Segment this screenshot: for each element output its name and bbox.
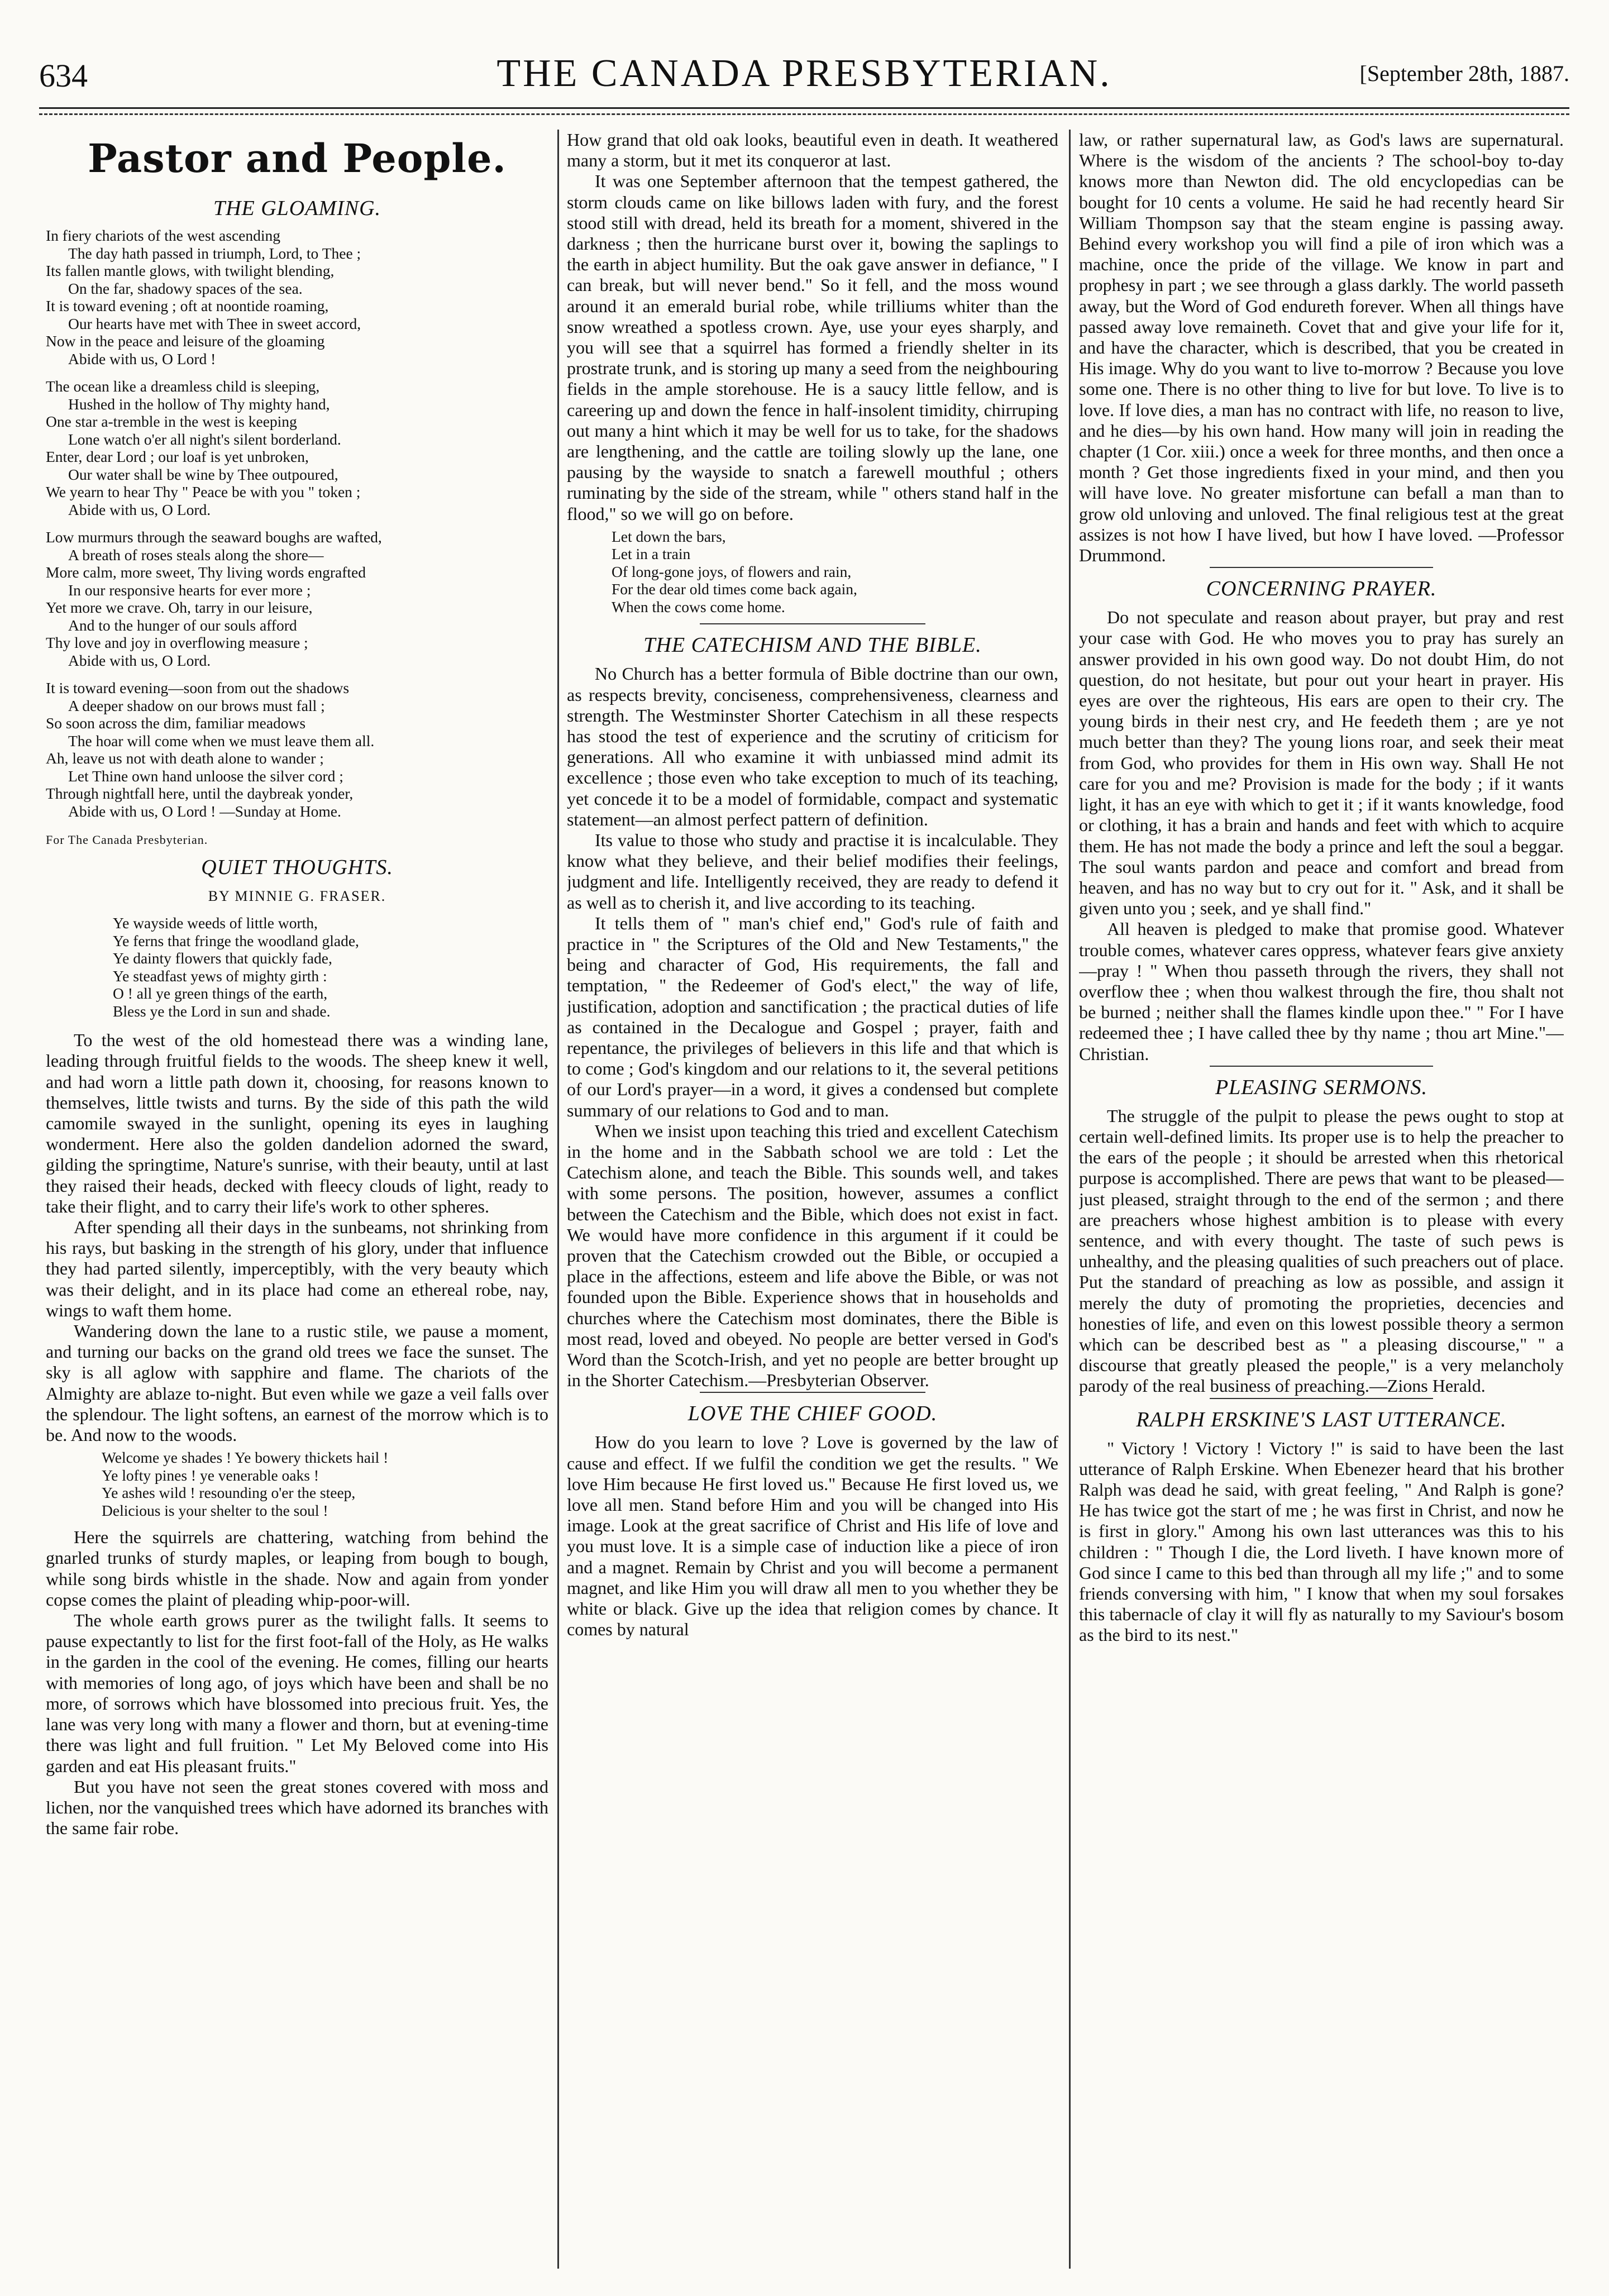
poem-line: Yet more we crave. Oh, tarry in our leisure, (46, 599, 313, 616)
paragraph: It was one September afternoon that the tempest gathered, the storm clouds came on like billows laden with fury, and the forest stood still with dread, held its breath for a moment, shivered in the darkness ; then the hurricane burst over it, bowing the saplings to the earth in abject humility. But the oak gave answer in defiance, " I can break, but will never bend." So it fell, and the moss wound around it an emerald burial robe, while trilliums whiter than the snow wreathed a spotless crown. Aye, use your eyes sharply, and you will see that a squirrel has formed a friendly shelter in its prostrate trunk, and is storing up many a seed from the neighbouring fields in the ample storehouse. He is a saucy little fellow, and is careering up and down the fence in half-insolent timidity, chirruping out many a hint which it may be well for us to take, for the shadows are lengthening, and the cattle are toiling slowly up the lane, one pausing by the wayside to snatch a farewell mouthful ; others ruminating by the side of the stream, while " others stand half in the flood," so we will go on before. (567, 171, 1058, 524)
poem-line: Low murmurs through the seaward boughs are wafted, (46, 528, 382, 546)
poem-stanza (46, 227, 548, 367)
issue-date: [September 28th, 1887. (1359, 61, 1569, 86)
poem-line: In fiery chariots of the west ascending (46, 227, 280, 244)
paragraph: But you have not seen the great stones covered with moss and lichen, nor the vanquished trees which have adorned its branches with the same fair robe. (46, 1776, 548, 1839)
sermons-title: PLEASING SERMONS. (1215, 1075, 1428, 1099)
poem-line: Abide with us, O Lord ! —Sunday at Home. (68, 802, 341, 820)
poem-line: Ye wayside weeds of little worth, (113, 914, 318, 932)
poem-line: It is toward evening—soon from out the shadows (46, 679, 350, 696)
poem-line: One star a-tremble in the west is keeping (46, 413, 297, 430)
poem-stanza (46, 378, 548, 518)
quiet-thoughts-title: QUIET THOUGHTS. (201, 856, 393, 879)
poem-stanza (46, 528, 548, 669)
paragraph: All heaven is pledged to make that promise good. Whatever trouble comes, whatever cares oppress, whatever fears give anxiety—pray ! " When thou passeth through the rivers, they shall not overflow thee ; when thou walkest through the fire, thou shalt not be burned ; neither shall the flames kindle upon thee." " For I have redeemed thee ; I have called thee by thy name ; thou art Mine."—Christian. (1079, 919, 1564, 1064)
poem-line: The day hath passed in triumph, Lord, to Thee ; (68, 244, 361, 262)
poem-line: Lone watch o'er all night's silent borderland. (68, 430, 341, 448)
paragraph: No Church has a better formula of Bible doctrine than our own, as respects brevity, conciseness, comprehensiveness, clearness and strength. The Westminster Shorter Catechism in all these respects has stood the test of experience and the scrutiny of criticism for generations. All who examine it with unbiassed mind admit its excellence ; those even who take exception to much of its teaching, yet concede it to be a model of formidable, compact and systematic statement—an almost perfect pattern of definition. (567, 663, 1058, 829)
section-rule (1210, 567, 1433, 568)
paragraph: Do not speculate and reason about prayer, but pray and rest your case with God. He who moves you to pray has surely an answer provided in his own good way. Do not doubt Him, do not question, do not hesitate, but pour out your heart in prayer. His eyes are over the righteous, His ears are open to their cry. The young birds in their nest cry, and He feedeth them ; are ye not much better than they? The young lions roar, and seek their meat from God, who provides for them in His own way. Shall He not care for you and me? Provision is made for the body ; if it wants light, it has an eye with which to get it ; if it wants knowledge, food or clothing, it has a brain and hands and feet with which to acquire them. He has not made the body a prince and left the soul a beggar. The soul wants pardon and peace and comfort and bread from heaven, and has no way but to cry out for it. " Ask, and it shall be given unto you ; seek, and ye shall find." (1079, 607, 1564, 919)
paragraph: " Victory ! Victory ! Victory !" is said to have been the last utterance of Ralph Erskine. When Ebenezer heard that his brother Ralph was dead he said, with great feeling, " And Ralph is gone? He has twice got the start of me ; he was first in Christ, and now he is first in glory." Among his own last utterances was this to his children : " Though I die, the Lord liveth. I have known more of God since I came to this bed than through all my life ;" and to some friends conversing with him, " I know that when my soul forsakes this tabernacle of clay it will fly as naturally to my Saviour's bosom as the bird to its nest." (1079, 1438, 1564, 1645)
column-divider (1069, 130, 1071, 2269)
poem-line: O ! all ye green things of the earth, (113, 985, 328, 1003)
paragraph: Here the squirrels are chattering, watching from behind the gnarled trunks of sturdy maples, or leaping from bough to bough, while song birds whistle in the shade. Now and again from yonder copse comes the plaint of pleading whip-poor-will. (46, 1527, 548, 1610)
poem-line: Our water shall be wine by Thee outpoured, (68, 465, 338, 483)
quiet-poem (113, 914, 548, 1020)
poem-line: Enter, dear Lord ; our loaf is yet unbroken, (46, 448, 309, 465)
paragraph: Its value to those who study and practise it is incalculable. They know what they believe, and their belief modifies their feelings, judgment and life. Intelligently received, they are ready to defend it as well as to cherish it, and live according to its teaching. (567, 829, 1058, 913)
poem-line: Ye ferns that fringe the woodland glade, (113, 932, 359, 949)
column-divider (557, 130, 559, 2269)
catechism-title: THE CATECHISM AND THE BIBLE. (643, 633, 982, 657)
verse-line: For the dear old times come back again, (612, 580, 857, 598)
poem-line: Thy love and joy in overflowing measure ; (46, 634, 308, 651)
page-number: 634 (39, 58, 88, 94)
poem-line: Ye steadfast yews of mighty girth : (113, 967, 327, 985)
poem-line: Ye dainty flowers that quickly fade, (113, 949, 332, 967)
verse-line: Welcome ye shades ! Ye bowery thickets hail ! (102, 1449, 389, 1467)
section-rule (700, 1392, 926, 1393)
poem-line: Abide with us, O Lord. (68, 651, 211, 669)
paragraph: It tells them of " man's chief end," God's rule of faith and practice in " the Scriptures of the Old and New Testaments," the being and character of God, His requirements, the fall and temptation, " the Redeemer of God's elect," the way of life, justification, adoption and sanctification ; the practical duties of life as contained in the Decalogue and Gospel ; prayer, faith and repentance, the privileges of believers in this life and that which is to come ; God's kingdom and our relations to it, the several petitions of our Lord's prayer—in a word, it gives a condensed but complete summary of our relations to God and to man. (567, 913, 1058, 1120)
poem-line: A deeper shadow on our brows must fall ; (68, 696, 325, 714)
poem-line: Abide with us, O Lord ! (68, 350, 216, 367)
gloaming-poem (46, 227, 548, 820)
quoted-verse (612, 528, 1058, 616)
paragraph: The struggle of the pulpit to please the pews ought to stop at certain well-defined limits. Its proper use is to help the preacher to the ears of the people ; it should be arrested when this rhetorical purpose is accomplished. There are pews that want to be pleased—just pleased, straight through to the end of the sermon ; and there are preachers whose highest ambition is to please with every sentence, and with every thought. The taste of such pews is unhealthy, and the pleasing qualities of such preachers out of place. Put the standard of preaching as low as possible, and assign it merely the duty of promoting the proprieties, decencies and honesties of life, and even on this lowest possible theory a sermon which can be described best as " a pleasing discourse," " a discourse that greatly pleased the people," is a very melancholy parody of the real business of preaching.—Zions Herald. (1079, 1105, 1564, 1396)
section-title: Pastor and People. (88, 135, 507, 182)
paragraph: When we insist upon teaching this tried and excellent Catechism in the home and in the Sabbath school we are told : Let the Catechism alone, and teach the Bible. This sounds well, and takes with some persons. The position, however, assumes a conflict between the Catechism and the Bible, which does not exist in fact. We would have more confidence in this argument if it could be proven that the Catechism crowded out the Bible, or occupied a place in the affections, esteem and life above the Bible, or was not founded upon the Bible. Experience shows that in households and churches where the Catechism most dominates, there the Bible is most read, loved and obeyed. No people are better versed in God's Word than the Scotch-Irish, and yet no people are better brought up in the Shorter Catechism.—Presbyterian Observer. (567, 1120, 1058, 1391)
verse-line: Ye lofty pines ! ye venerable oaks ! (102, 1466, 319, 1484)
byline: BY MINNIE G. FRASER. (208, 888, 386, 904)
quoted-verse (102, 1449, 548, 1519)
paragraph: After spending all their days in the sunbeams, not shrinking from his rays, but basking in the strength of his glory, under that influence they had parted silently, imperceptibly, with the very beauty which was their delight, and in its place had come an ethereal robe, nay, wings to waft them home. (46, 1217, 548, 1320)
masthead (39, 51, 1569, 102)
verse-line: Let down the bars, (612, 527, 726, 545)
newspaper-title: THE CANADA PRESBYTERIAN. (496, 52, 1112, 95)
poem-line: The hoar will come when we must leave them all. (68, 732, 375, 750)
poem-stanza (46, 679, 548, 820)
column-3 (1079, 130, 1564, 2269)
section-rule (1210, 1066, 1433, 1067)
poem-line: Now in the peace and leisure of the gloaming (46, 332, 325, 350)
gloaming-title: THE GLOAMING. (213, 197, 381, 220)
paragraph: Wandering down the lane to a rustic stile, we pause a moment, and turning our backs on the grand old trees we face the sunset. The sky is all aglow with sapphire and flame. The chariots of the Almighty are ablaze to-night. But even while we gaze a veil falls over the splendour. The light softens, an earnest of the morrow which is to be. And now to the woods. (46, 1321, 548, 1445)
erskine-title: RALPH ERSKINE'S LAST UTTERANCE. (1136, 1407, 1507, 1431)
header-dashed-rule (39, 113, 1569, 115)
for-line: For The Canada Presbyterian. (46, 833, 208, 847)
poem-line: So soon across the dim, familiar meadows (46, 714, 306, 732)
poem-line: On the far, shadowy spaces of the sea. (68, 279, 303, 297)
section-rule (1210, 1398, 1433, 1399)
poem-line: The ocean like a dreamless child is sleeping, (46, 378, 320, 395)
column-1 (46, 130, 548, 2269)
verse-line: When the cows come home. (612, 598, 785, 615)
poem-line: Ah, leave us not with death alone to wander ; (46, 750, 324, 767)
paragraph: How grand that old oak looks, beautiful even in death. It weathered many a storm, but it met its conqueror at last. (567, 130, 1058, 171)
paragraph: How do you learn to love ? Love is governed by the law of cause and effect. If we fulfil the condition we get the results. " We love Him because He first loved us." Because He first loved us, we love all men. Stand before Him and you will be changed into His image. Look at the great sacrifice of Christ and His life of love and you must love. It is a simple case of induction like a piece of iron and a magnet. Remain by Christ and you will become a permanent magnet, and like Him you will draw all men to you whether they be white or black. Give up the idea that religion comes by chance. It comes by natural (567, 1432, 1058, 1640)
paragraph: The whole earth grows purer as the twilight falls. It seems to pause expectantly to list for the first foot-fall of the Holy, as He walks in the garden in the cool of the evening. He comes, filling our hearts with memories of long ago, of joys which have been and shall be no more, of sorrows which have blossomed into precious fruit. Yes, the lane was very long with many a flower and thorn, but at evening-time there was light and full fruition. " Let My Beloved come into His garden and eat His pleasant fruits." (46, 1610, 548, 1776)
verse-line: Let in a train (612, 545, 691, 563)
paragraph: To the west of the old homestead there was a winding lane, leading through fruitful fields to the woods. The sheep knew it well, and had worn a little path down it, choosing, for reasons known to themselves, little twists and turns. By the side of this path the wild camomile swayed in the sunlight, opening its eyes in laughing wonderment. Here also the golden dandelion adorned the sward, gilding the springtime, Nature's sunrise, with their beauty, until at last they raised their heads, decked with fleecy clouds of light, ready to take their flight, and to carry their life's work to other spheres. (46, 1030, 548, 1216)
poem-line: A breath of roses steals along the shore— (68, 546, 324, 564)
poem-line: Hushed in the hollow of Thy mighty hand, (68, 395, 330, 413)
prayer-title: CONCERNING PRAYER. (1206, 577, 1437, 601)
header-rule (39, 107, 1569, 109)
column-2 (567, 130, 1058, 2269)
poem-line: Through nightfall here, until the daybreak yonder, (46, 785, 354, 802)
poem-line: Its fallen mantle glows, with twilight blending, (46, 262, 335, 279)
poem-line: And to the hunger of our souls afford (68, 616, 297, 634)
poem-line: Let Thine own hand unloose the silver cord ; (68, 767, 343, 785)
poem-line: Our hearts have met with Thee in sweet accord, (68, 314, 361, 332)
verse-line: Ye ashes wild ! resounding o'er the steep, (102, 1484, 356, 1502)
poem-line: We yearn to hear Thy " Peace be with you " token ; (46, 483, 361, 500)
poem-line: It is toward evening ; oft at noontide roaming, (46, 297, 329, 314)
poem-line: In our responsive hearts for ever more ; (68, 581, 311, 599)
poem-line: Bless ye the Lord in sun and shade. (113, 1002, 331, 1020)
verse-line: Delicious is your shelter to the soul ! (102, 1501, 328, 1519)
section-rule (700, 623, 926, 624)
paragraph: law, or rather supernatural law, as God's laws are supernatural. Where is the wisdom of the ancients ? The school-boy to-day knows more than Newton did. The old encyclopedias can be bought for 10 cents a volume. He said he had recently heard Sir William Thompson say that the steam engine is passing away. Behind every workshop you will find a pile of iron which was a machine, once the pride of the village. We know in part and prophesy in part ; we see through a glass darkly. The world passeth away, but the Word of God endureth forever. When all things have passed away love remaineth. Covet that and give your life for it, and have the character, which is described, that you be created in His image. Why do you want to live to-morrow ? Because you love some one. There is no other thing to live for but love. To live is to love. If love dies, a man has no contract with life, no reason to live, and he dies—by his own hand. How many will join in reading the chapter (1 Cor. xiii.) once a week for three months, and then once a month ? Get those ingredients fixed in your mind, and then you will have love. No greater misfortune can befall a man than to grow old unloving and unloved. The final religious test at the great assizes is not how I have lived, but how I have loved. —Professor Drummond. (1079, 130, 1564, 566)
verse-line: Of long-gone joys, of flowers and rain, (612, 562, 852, 580)
love-title: LOVE THE CHIEF GOOD. (687, 1402, 938, 1426)
poem-line: Abide with us, O Lord. (68, 500, 211, 518)
poem-line: More calm, more sweet, Thy living words engrafted (46, 564, 366, 581)
